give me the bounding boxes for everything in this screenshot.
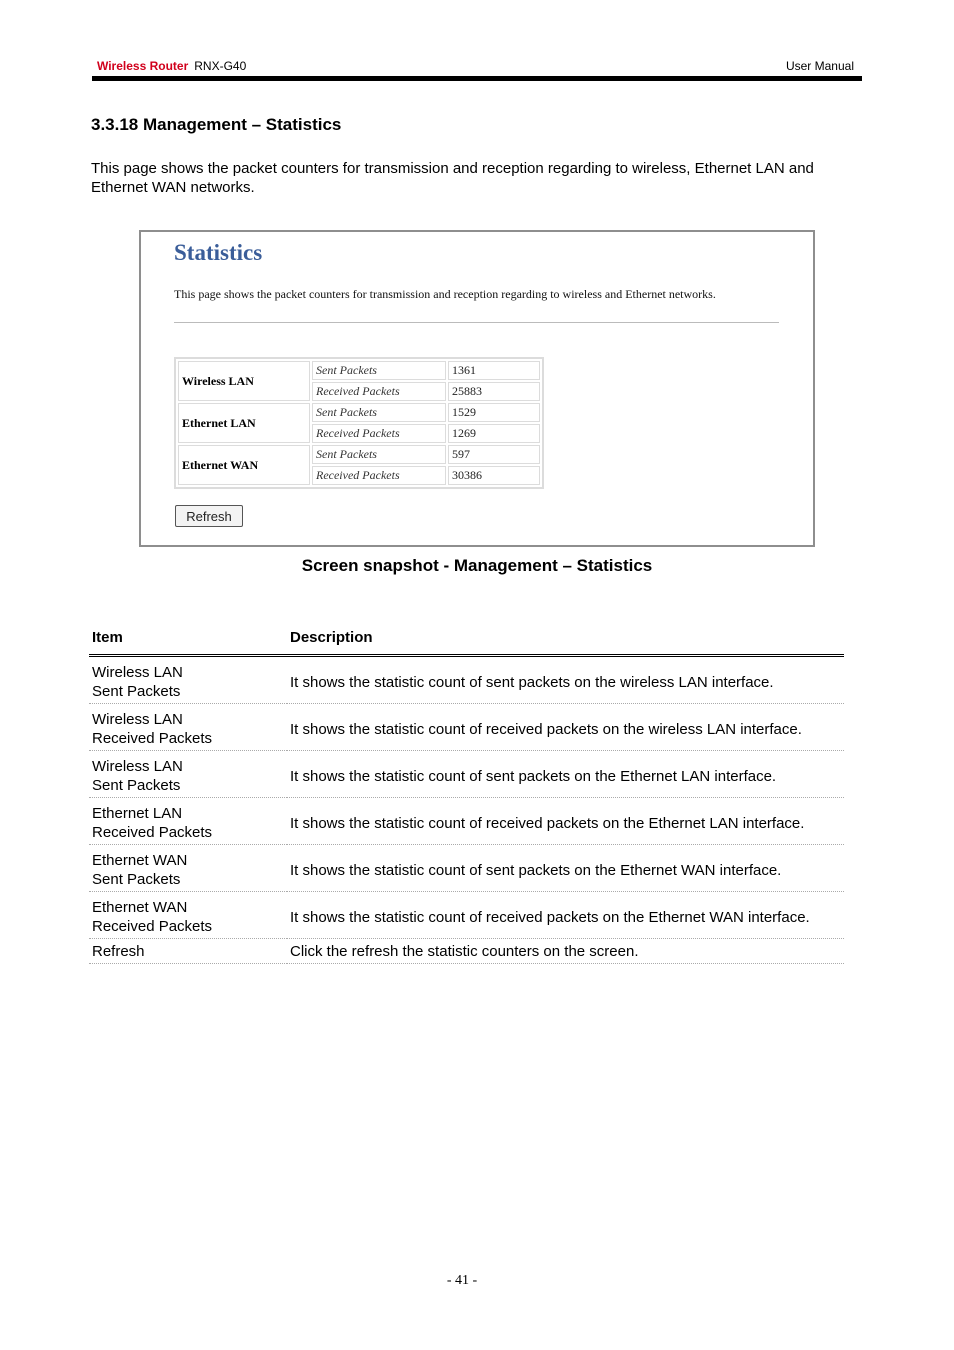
stats-label: Sent Packets [312,403,446,422]
model-name: RNX-G40 [194,59,247,73]
description-cell: Click the refresh the statistic counters on the screen. [287,939,844,964]
stats-row [178,403,540,422]
section-title: 3.3.18 Management – Statistics [91,115,342,134]
refresh-button[interactable]: Refresh [175,505,243,527]
item-cell [89,704,287,751]
item-cell [89,892,287,939]
stats-row [178,445,540,464]
statistics-title: Statistics [174,240,263,265]
description-cell: It shows the statistic count of sent packets on the Ethernet LAN interface. [287,751,844,798]
item-line-1: Wireless LAN [92,711,183,728]
item-line-2: Sent Packets [92,871,181,888]
stats-label: Sent Packets [312,445,446,464]
stats-value: 25883 [448,382,540,401]
item-cell [89,798,287,845]
statistics-screenshot [139,230,815,547]
description-cell: It shows the statistic count of received packets on the wireless LAN interface. [287,704,844,751]
table-row [89,656,844,704]
statistics-table [174,357,544,489]
table-row [89,939,844,964]
stats-group-wireless-lan: Wireless LAN [178,361,310,401]
stats-value: 30386 [448,466,540,485]
stats-group-ethernet-wan: Ethernet WAN [178,445,310,485]
statistics-divider [174,322,779,323]
table-row [89,704,844,751]
table-row [89,798,844,845]
description-cell: It shows the statistic count of received packets on the Ethernet WAN interface. [287,892,844,939]
description-cell: It shows the statistic count of sent packets on the Ethernet WAN interface. [287,845,844,892]
item-cell [89,751,287,798]
item-line-2: Sent Packets [92,777,181,794]
item-line-1: Wireless LAN [92,664,183,681]
section-intro: This page shows the packet counters for transmission and reception regarding to wireless, Ethernet LAN and Ethernet WAN networks. [91,160,814,196]
item-cell: Refresh [89,939,287,964]
manual-label: User Manual [785,59,854,73]
item-line-2: Received Packets [92,918,213,935]
stats-row [178,361,540,380]
table-row [89,751,844,798]
item-line-2: Sent Packets [92,683,181,700]
stats-label: Received Packets [312,466,446,485]
statistics-description: This page shows the packet counters for transmission and reception regarding to wireless and Ethernet networks. [174,287,716,301]
item-line-1: Ethernet WAN [92,899,188,916]
table-header-row [89,626,844,656]
table-row [89,845,844,892]
item-line-1: Ethernet WAN [92,852,188,869]
item-line-2: Received Packets [92,730,213,747]
description-cell: It shows the statistic count of sent packets on the wireless LAN interface. [287,656,844,704]
header-brand [97,59,246,73]
stats-value: 1269 [448,424,540,443]
header-divider [92,76,862,81]
stats-group-ethernet-lan: Ethernet LAN [178,403,310,443]
stats-label: Received Packets [312,424,446,443]
item-cell [89,845,287,892]
stats-label: Received Packets [312,382,446,401]
item-line-2: Received Packets [92,824,213,841]
item-cell [89,656,287,704]
table-row [89,892,844,939]
description-cell: It shows the statistic count of received packets on the Ethernet LAN interface. [287,798,844,845]
item-line-1: Wireless LAN [92,758,183,775]
column-header-description: Description [287,626,844,656]
column-header-item: Item [89,626,287,656]
stats-label: Sent Packets [312,361,446,380]
figure-caption: Screen snapshot - Management – Statistics [301,556,653,575]
page-number: - 41 - [446,1273,478,1288]
stats-value: 1361 [448,361,540,380]
brand-name: Wireless Router [97,59,189,73]
item-line-1: Ethernet LAN [92,805,183,822]
item-description-table [89,626,844,964]
stats-value: 1529 [448,403,540,422]
stats-value: 597 [448,445,540,464]
page-header [92,57,862,77]
